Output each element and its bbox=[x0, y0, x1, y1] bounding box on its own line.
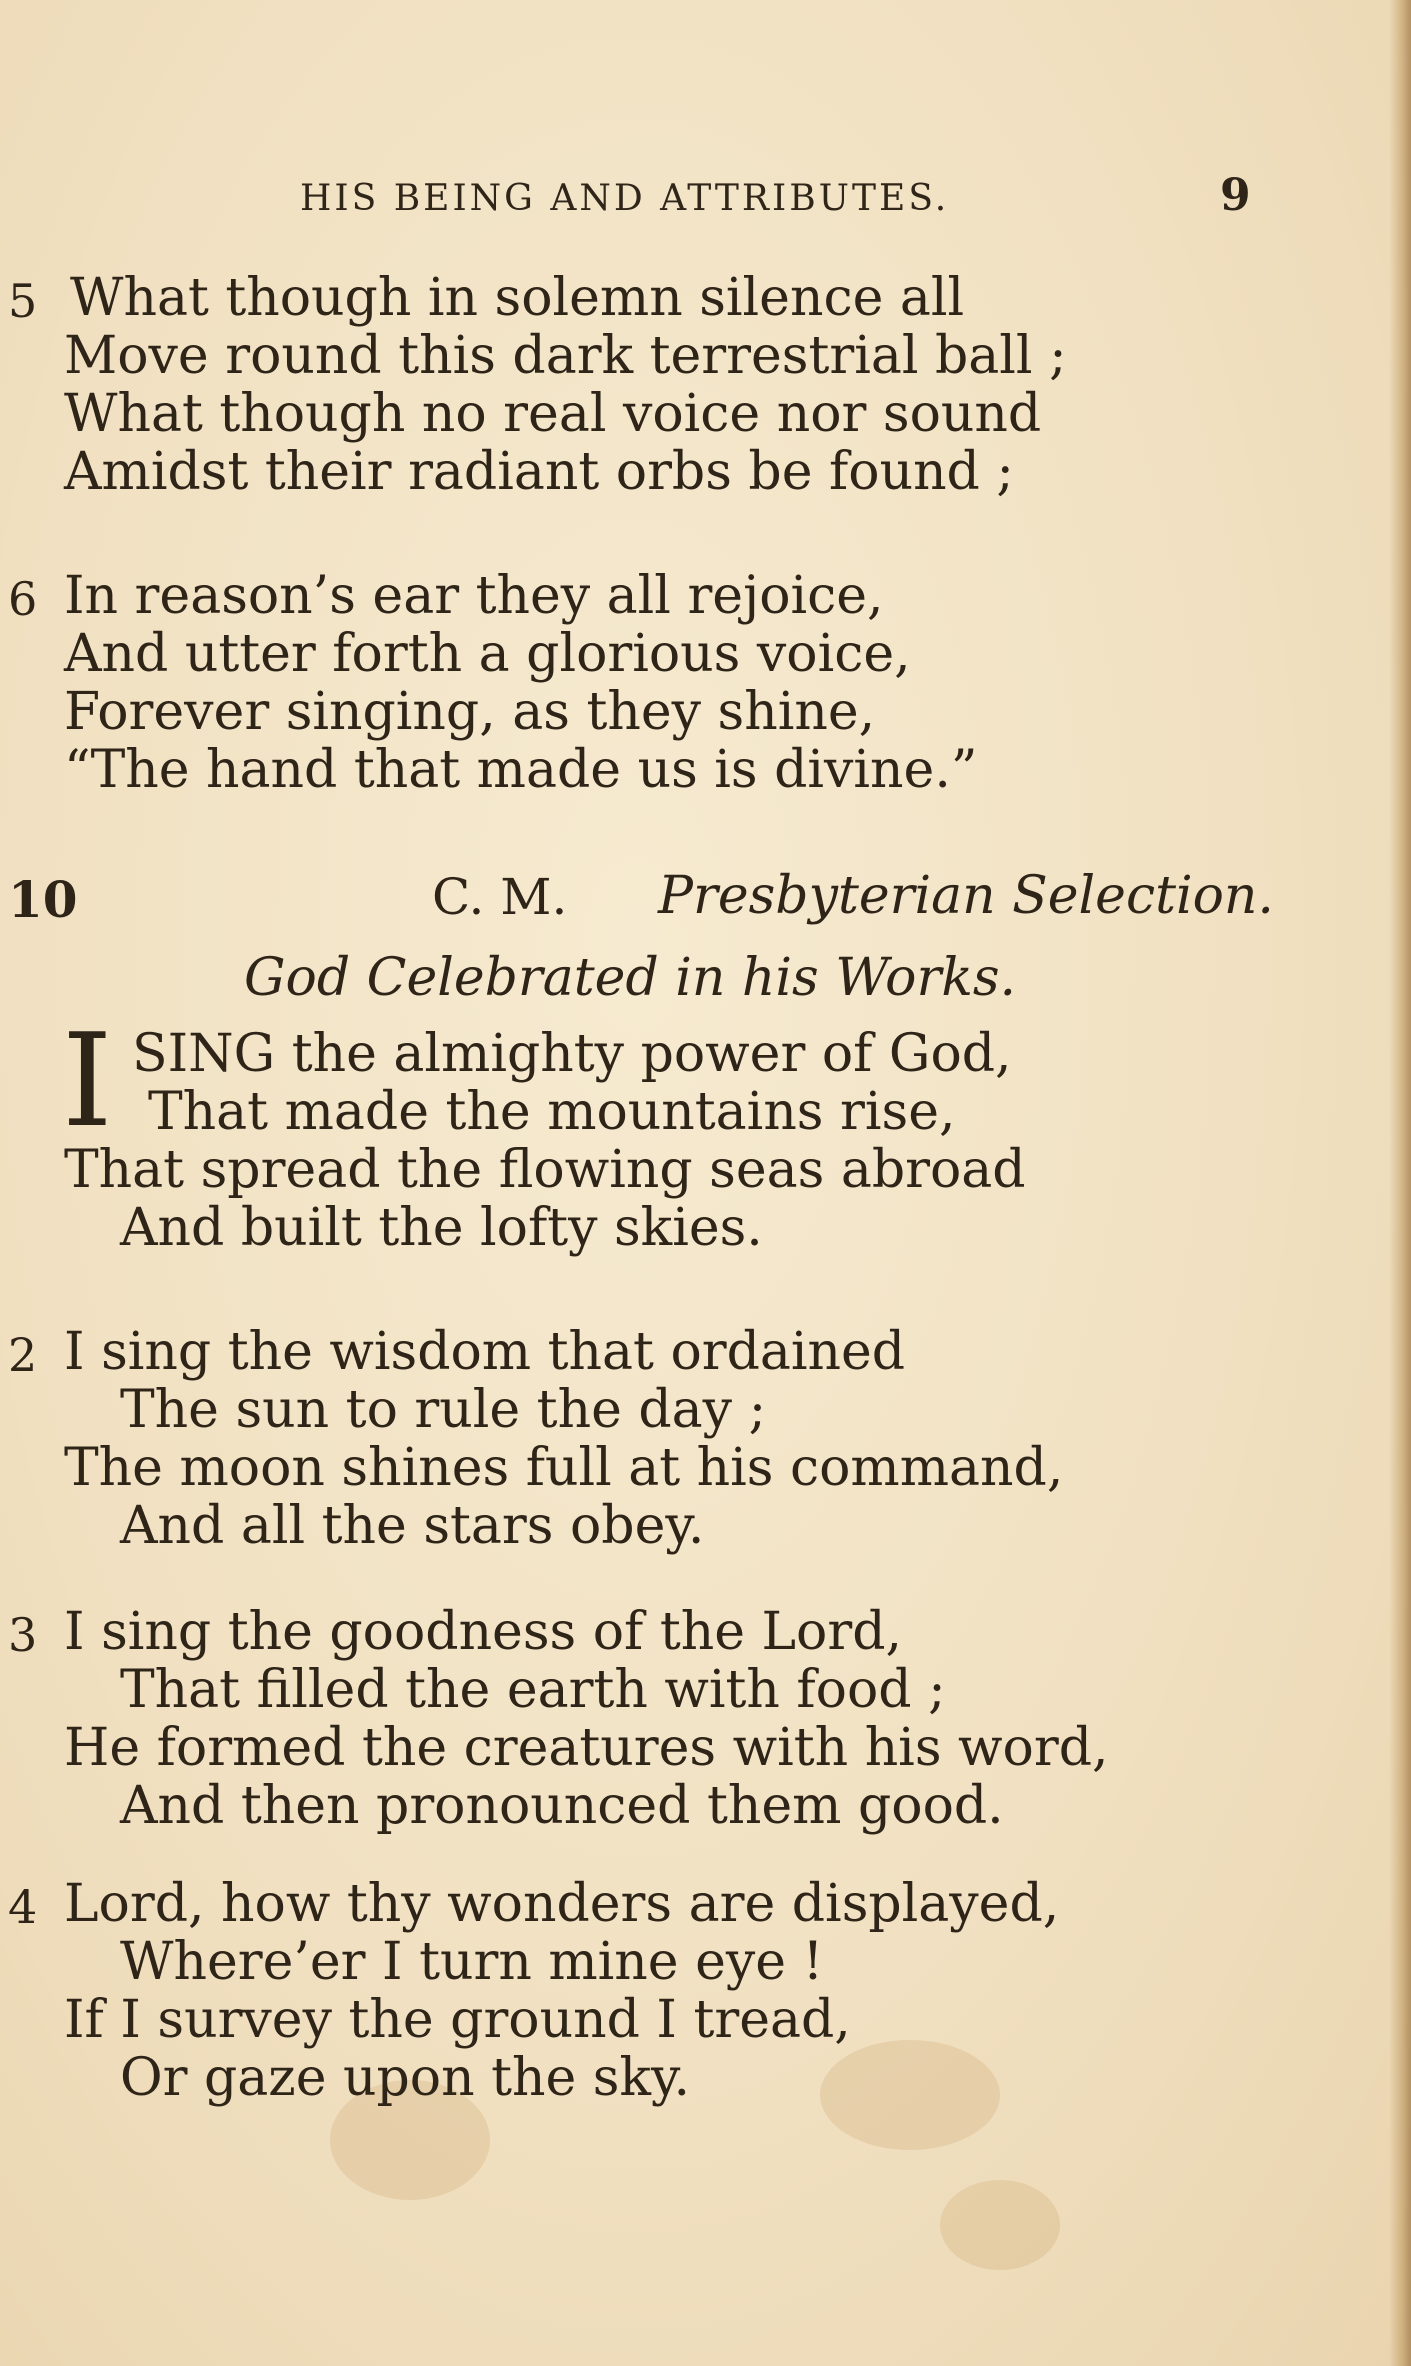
verse-line: That spread the flowing seas abroad bbox=[64, 1140, 1026, 1200]
verse-line: What though in solemn silence all bbox=[70, 268, 965, 328]
verse-line: The moon shines full at his command, bbox=[64, 1438, 1064, 1498]
page-number: 9 bbox=[1220, 170, 1251, 221]
stanza-number: 3 bbox=[8, 1608, 38, 1662]
hymn-number: 10 bbox=[8, 870, 78, 929]
verse-line: And built the lofty skies. bbox=[120, 1198, 763, 1258]
verse-line: Move round this dark terrestrial ball ; bbox=[64, 326, 1067, 386]
stanza-number: 5 bbox=[8, 274, 38, 328]
page-edge bbox=[1389, 0, 1411, 2366]
verse-line: Forever singing, as they shine, bbox=[64, 682, 876, 742]
verse-line: I sing the wisdom that ordained bbox=[64, 1322, 906, 1382]
verse-line: And then pronounced them good. bbox=[120, 1776, 1004, 1836]
verse-line: Lord, how thy wonders are displayed, bbox=[64, 1874, 1060, 1934]
stanza-number: 4 bbox=[8, 1880, 38, 1934]
verse-line: I sing the goodness of the Lord, bbox=[64, 1602, 903, 1662]
verse-line: Amidst their radiant orbs be found ; bbox=[64, 442, 1014, 502]
verse-line: SING the almighty power of God, bbox=[132, 1024, 1012, 1084]
verse-line: If I survey the ground I tread, bbox=[64, 1990, 851, 2050]
verse-line: The sun to rule the day ; bbox=[120, 1380, 767, 1440]
stanza-number: 2 bbox=[8, 1328, 38, 1382]
verse-line: In reason’s ear they all rejoice, bbox=[64, 566, 884, 626]
verse-line: Where’er I turn mine eye ! bbox=[120, 1932, 824, 1992]
hymn-source: Presbyterian Selection. bbox=[658, 866, 1274, 926]
hymn-meter: C. M. bbox=[432, 868, 568, 926]
verse-line: “The hand that made us is divine.” bbox=[64, 740, 978, 800]
verse-line: And utter forth a glorious voice, bbox=[64, 624, 911, 684]
running-header: HIS BEING AND ATTRIBUTES. bbox=[300, 178, 950, 219]
verse-line: He formed the creatures with his word, bbox=[64, 1718, 1109, 1778]
verse-line: That made the mountains rise, bbox=[148, 1082, 956, 1142]
verse-line: Or gaze upon the sky. bbox=[120, 2048, 690, 2108]
hymn-title: God Celebrated in his Works. bbox=[244, 948, 1017, 1008]
stanza-number: 6 bbox=[8, 572, 38, 626]
stain-spot bbox=[940, 2180, 1060, 2270]
drop-cap: I bbox=[62, 1007, 113, 1156]
verse-line: What though no real voice nor sound bbox=[64, 384, 1042, 444]
stain-spot bbox=[820, 2040, 1000, 2150]
verse-line: That filled the earth with food ; bbox=[120, 1660, 946, 1720]
verse-line: And all the stars obey. bbox=[120, 1496, 705, 1556]
